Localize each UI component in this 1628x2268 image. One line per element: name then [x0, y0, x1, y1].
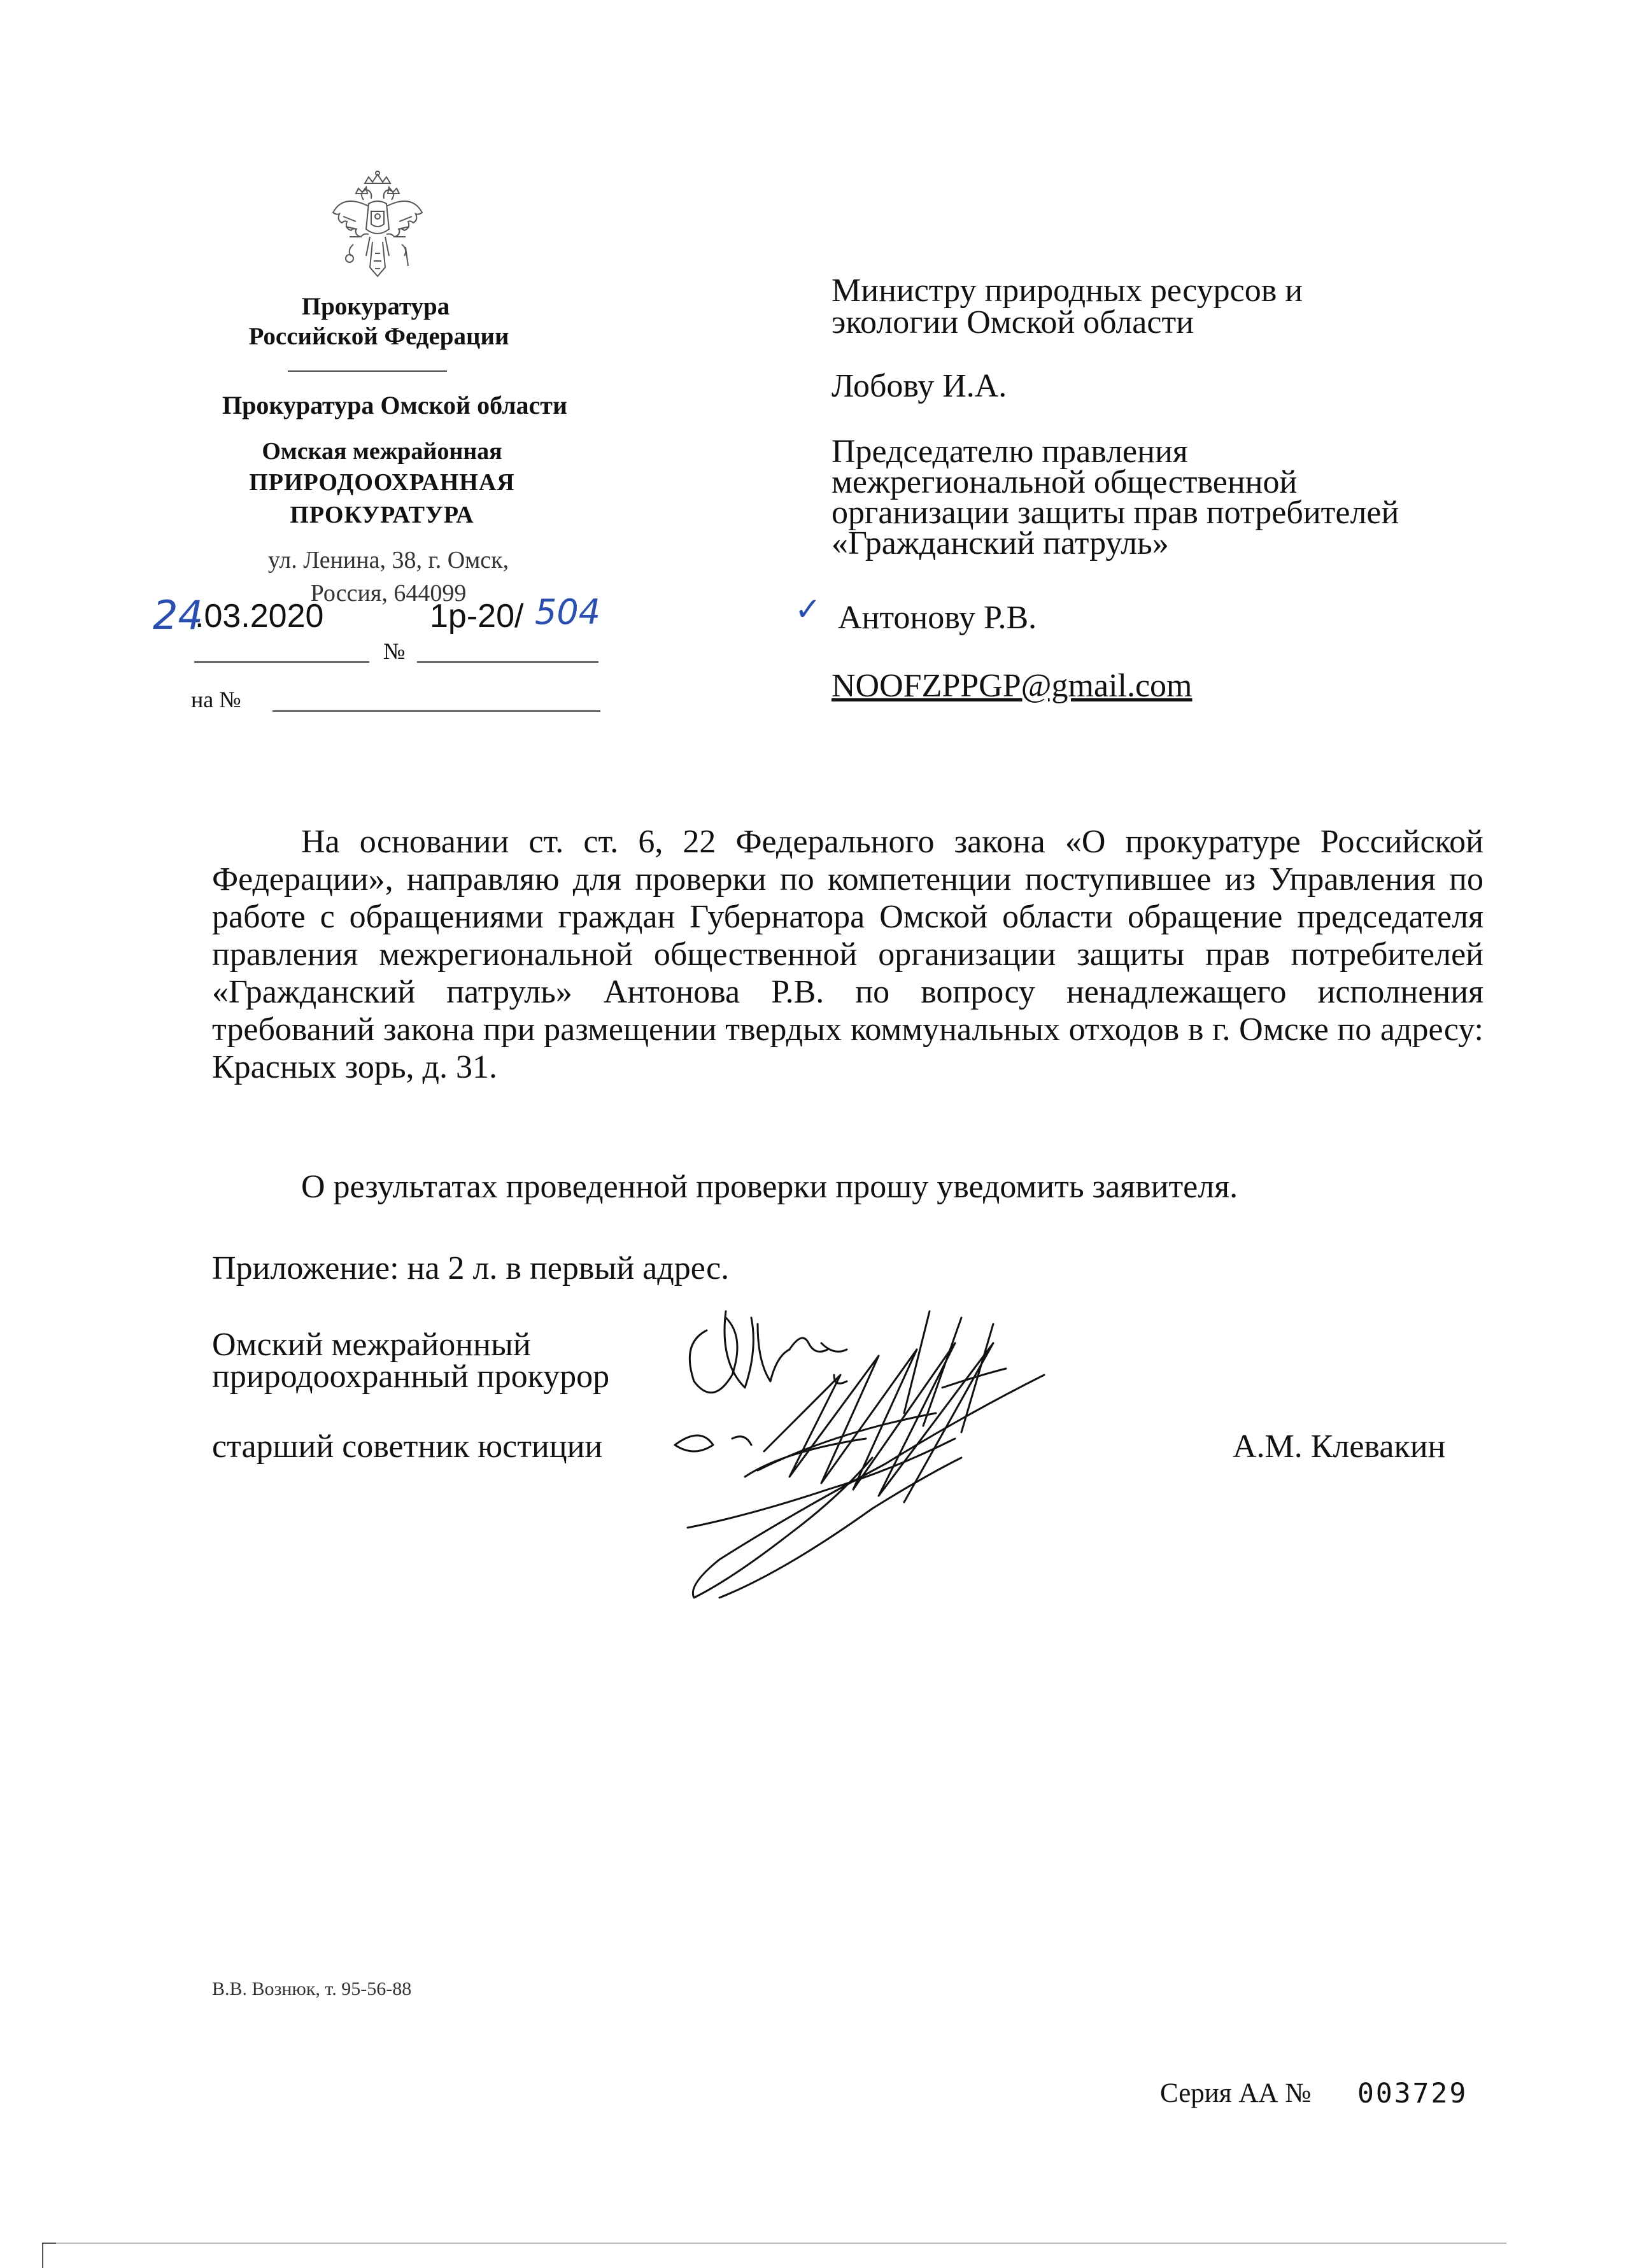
date-day-handwritten: 24: [153, 592, 203, 638]
body-paragraph-2: О результатах проведенной проверки прошу уведомить заявителя.: [301, 1169, 1238, 1205]
org-name-line2: Российской Федерации: [248, 323, 509, 350]
addressee-line6: «Гражданский патруль»: [832, 525, 1169, 561]
executor-contact: В.В. Вознюк, т. 95-56-88: [212, 1978, 412, 1999]
addressee-email-link[interactable]: NOOFZPPGP@gmail.com: [832, 668, 1193, 704]
outgoing-number-handwritten: 504: [535, 592, 601, 632]
addressee-name1: Лобову И.А.: [832, 368, 1007, 404]
reply-to-label: на №: [191, 687, 241, 712]
org-address-line2: Россия, 644099: [310, 580, 467, 607]
org-address-line1: ул. Ленина, 38, г. Омск,: [267, 547, 509, 574]
signer-rank: старший советник юстиции: [212, 1428, 603, 1465]
org-office-line2: ПРИРОДООХРАННАЯ: [249, 469, 515, 496]
form-series-label: Серия АА №: [1160, 2078, 1312, 2108]
number-sign: №: [383, 638, 406, 664]
addressee-line4: межрегиональной общественной: [832, 464, 1298, 500]
handwritten-signature: [662, 1299, 1121, 1630]
date-underline: [194, 661, 369, 663]
addressee-name2: Антонову Р.В.: [838, 600, 1037, 636]
addressee-line2: экологии Омской области: [832, 304, 1194, 341]
form-series-number: 003729: [1357, 2078, 1468, 2110]
org-region: Прокуратура Омской области: [222, 391, 567, 419]
document-date: .03.2020: [195, 598, 324, 635]
addressee-line5: организации защиты прав потребителей: [832, 495, 1399, 531]
check-mark-icon: ✓: [795, 591, 821, 628]
body-paragraph-1: На основании ст. ст. 6, 22 Федерального закона «О прокуратуре Российской Федерации», направляю для проверки по компетенции поступившее из Управления по работе с обращениями граждан Губернатора Омской области обращение председателя правления межрегиональной общественной организации защиты прав потребителей «Гражданский патруль» Антонова Р.В. по вопросу ненадлежащего исполнения требований закона при размещении твердых коммунальных отходов в г. Омске по адресу: Красных зорь, д. 31.: [212, 824, 1483, 1085]
page-edge-line: [42, 2243, 1506, 2244]
signer-position-line2: природоохранный прокурор: [212, 1358, 610, 1395]
attachment-note: Приложение: на 2 л. в первый адрес.: [212, 1250, 730, 1286]
number-underline: [417, 661, 598, 663]
addressee-line3: Председателю правления: [832, 433, 1188, 470]
signer-position-line1: Омский межрайонный: [212, 1327, 531, 1363]
letterhead-divider: [288, 370, 447, 372]
org-name-line1: Прокуратура: [301, 293, 450, 320]
org-office-line3: ПРОКУРАТУРА: [290, 502, 474, 528]
outgoing-number: 1р-20/: [430, 598, 524, 635]
signer-name: А.М. Клевакин: [1233, 1428, 1446, 1465]
org-office-line1: Омская межрайонная: [262, 438, 502, 465]
reply-to-underline: [273, 710, 600, 712]
page-corner-mark: [42, 2243, 56, 2268]
addressee-line1: Министру природных ресурсов и: [832, 272, 1303, 309]
coat-of-arms-icon: [330, 171, 425, 284]
